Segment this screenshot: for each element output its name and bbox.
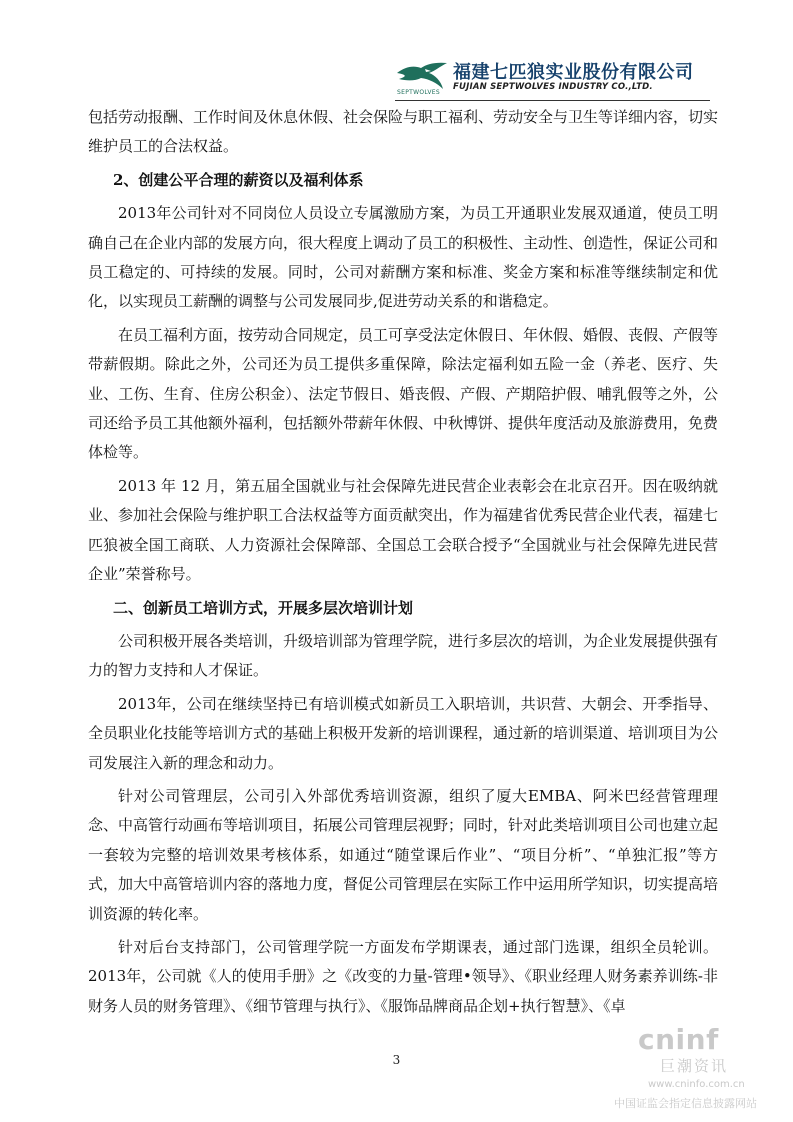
logo-caption: SEPTWOLVES [397,89,440,96]
watermark-url: www.cninfo.com.cn [648,1079,745,1090]
paragraph: 2013年，公司在继续坚持已有培训模式如新员工入职培训，共识营、大朝会、开季指导、全员职业化技能等培训方式的基础上积极开发新的培训课程，通过新的培训渠道、培训项目为公司发展注入新的理念和动力。 [88,694,719,772]
page-number: 3 [392,1053,401,1067]
paragraph: 在员工福利方面，按劳动合同规定，员工可享受法定休假日、年休假、婚假、丧假、产假等带薪假期。除此之外，公司还为员工提供多重保障，除法定福利如五险一金（养老、医疗、失业、工伤、生育、住房公积金）、法定节假日、婚丧假、产假、产期陪护假、哺乳假等之外，公司还给予员工其他额外福利，包括额外带薪年休假、中秋博饼、提供年度活动及旅游费用，免费体检等。 [88,325,719,462]
section-heading: 2、创建公平合理的薪资以及福利体系 [113,170,364,189]
watermark-slogan: 中国证监会指定信息披露网站 [614,1097,757,1110]
paragraph: 公司积极开展各类培训，升级培训部为管理学院，进行多层次的培训，为企业发展提供强有力的智力支持和人才保证。 [88,631,719,680]
paragraph: 包括劳动报酬、工作时间及休息休假、社会保险与职工福利、劳动安全与卫生等详细内容，切实维护员工的合法权益。 [88,108,719,156]
paragraph: 2013 年 12 月，第五届全国就业与社会保障先进民营企业表彰会在北京召开。因在吸纳就业、参加社会保险与维护职工合法权益等方面贡献突出，作为福建省优秀民营企业代表，福建七匹狼被全国工商联、人力资源社会保障部、全国总工会联合授予“全国就业与社会保障先进民营企业”荣誉称号。 [88,476,719,584]
section-heading: 二、创新员工培训方式，开展多层次培训计划 [113,598,414,617]
paragraph: 针对后台支持部门，公司管理学院一方面发布学期课表，通过部门选课，组织全员轮训。2013年，公司就《人的使用手册》之《改变的力量-管理•领导》、《职业经理人财务素养训练-非财务人员的财务管理》、《细节管理与执行》、《服饰品牌商品企划+执行智慧》、《卓 [88,937,718,1015]
paragraph: 针对公司管理层，公司引入外部优秀培训资源，组织了厦大EMBA、阿米巴经营管理理念、中高管行动画布等培训项目，拓展公司管理层视野；同时，针对此类培训项目公司也建立起一套较为完整的培训效果考核体系，如通过“随堂课后作业”、“项目分析”、“单独汇报”等方式，加大中高管培训内容的落地力度，督促公司管理层在实际工作中运用所学知识，切实提高培训资源的转化率。 [88,786,719,923]
watermark-cn: 巨潮资讯 [660,1057,729,1075]
watermark-logo: cninf [638,1023,719,1056]
company-name-en: FUJIAN SEPTWOLVES INDUSTRY CO.,LTD. [453,82,653,92]
document-body [88,103,718,1021]
company-name-cn: 福建七匹狼实业股份有限公司 [453,62,694,83]
page-header [395,55,715,101]
header-divider [395,100,710,101]
paragraph: 2013年公司针对不同岗位人员设立专属激励方案，为员工开通职业发展双通道，使员工明确自己在企业内部的发展方向，很大程度上调动了员工的积极性、主动性、创造性，保证公司和员工稳定的、可持续的发展。同时，公司对薪酬方案和标准、奖金方案和标准等继续制定和优化，以实现员工薪酬的调整与公司发展同步,促进劳动关系的和谐稳定。 [88,204,719,311]
cninfo-watermark [608,1023,788,1118]
